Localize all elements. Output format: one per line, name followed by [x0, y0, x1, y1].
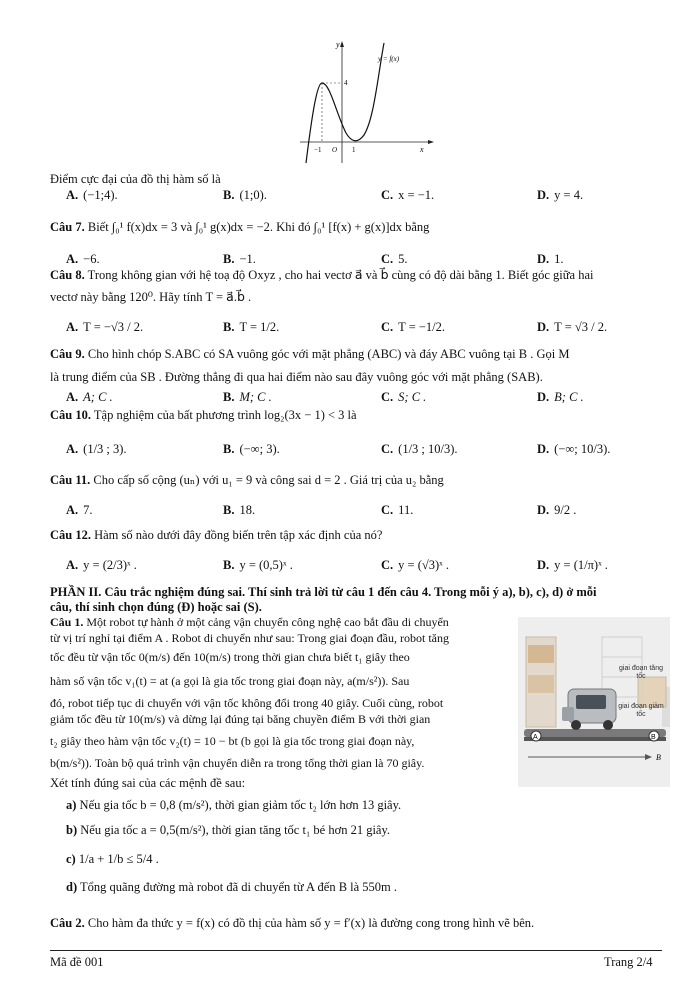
q12-option-a: A. y = (2/3)ˣ . [66, 558, 137, 572]
tick-x-1: 1 [352, 146, 356, 154]
q9-line2: là trung điểm của SB . Đường thẳng đi qua hai điểm nào sau đây vuông góc với mặt phẳng (SAB). [50, 370, 543, 384]
part2-header-line2: câu, thí sinh chọn đúng (Đ) hoặc sai (S). [50, 600, 262, 614]
label-decel: giai đoạn giảm tốc [618, 703, 664, 718]
curve-label: y = f(x) [378, 55, 400, 63]
q9-option-d: D. B; C . [537, 390, 584, 404]
q10-option-c: C. (1/3 ; 10/3). [381, 442, 458, 456]
q8-option-a: A. T = −√3 / 2. [66, 320, 144, 334]
q6-stem: Điểm cực đại của đồ thị hàm số là [50, 172, 221, 186]
tick-x-neg1: −1 [314, 146, 322, 154]
part2-header-line1: PHẦN II. Câu trắc nghiệm đúng sai. Thí sinh trả lời từ câu 1 đến câu 4. Trong mỗi ý a), b), c), d) ở mỗi [50, 585, 597, 599]
q12-option-d: D. y = (1/π)ˣ . [537, 558, 608, 572]
point-b-label: B [651, 734, 656, 741]
q8-line2: vectơ này bằng 120⁰. Hãy tính T = a⃗.b⃗ . [50, 290, 252, 304]
q8-option-c: C. T = −1/2. [381, 320, 446, 334]
q9-option-a: A. A; C . [66, 390, 113, 404]
p2q1-line4: hàm số vận tốc v₁(t) = at (a gọi là gia tốc trong giai đoạn này, a(m/s²)). Sau [50, 674, 410, 688]
q7-stem: Câu 7. Biết ∫₀¹ f(x)dx = 3 và ∫₀¹ g(x)dx = −2. Khi đó ∫₀¹ [f(x) + g(x)]dx bằng [50, 220, 430, 234]
y-axis-label: y [336, 40, 340, 49]
q11-option-a: A. 7. [66, 503, 93, 517]
p2q1-item-b: b) Nếu gia tốc a = 0,5(m/s²), thời gian tăng tốc t₁ bé hơn 21 giây. [66, 823, 391, 837]
footer-code: Mã đề 001 [50, 955, 104, 969]
q7-option-d: D. 1. [537, 252, 564, 266]
q8-line1: Câu 8. Trong không gian với hệ toạ độ Oxyz , cho hai vectơ a⃗ và b⃗ cùng có độ dài bằng 1. Biết góc giữa hai [50, 268, 594, 282]
q7-option-b: B. −1. [223, 252, 256, 266]
q10-option-a: A. (1/3 ; 3). [66, 442, 127, 456]
point-a-label: A [533, 734, 538, 741]
q8-option-d: D. T = √3 / 2. [537, 320, 608, 334]
p2q1-line2: từ vị trí nghỉ tại điểm A . Robot di chuyển như sau: Trong giai đoạn đầu, robot tăng [50, 631, 449, 645]
footer-rule [50, 950, 662, 951]
x-axis-label: x [420, 145, 424, 154]
function-graph [270, 35, 440, 167]
p2q1-line6: giảm tốc đều từ 10(m/s) và dừng lại đúng tại băng chuyền điểm B với thời gian [50, 712, 431, 726]
q11-option-c: C. 11. [381, 503, 414, 517]
q12-option-b: B. y = (0,5)ˣ . [223, 558, 293, 572]
q12-stem: Câu 12. Hàm số nào dưới đây đồng biến trên tập xác định của nó? [50, 528, 383, 542]
graph-svg [270, 35, 440, 167]
p2q1-intro: Xét tính đúng sai của các mệnh đề sau: [50, 776, 246, 790]
p2q1-line3: tốc đều từ vận tốc 0(m/s) đến 10(m/s) trong thời gian chưa biết t₁ giây theo [50, 650, 410, 664]
robot-svg [518, 617, 670, 787]
footer-page: Trang 2/4 [604, 955, 653, 969]
tick-origin: O [332, 146, 338, 154]
arrow-b-label: B [656, 753, 661, 762]
q6-option-d: D. y = 4. [537, 188, 584, 202]
tick-y-4: 4 [344, 79, 348, 87]
p2q2-stem: Câu 2. Cho hàm đa thức y = f(x) có đồ thị của hàm số y = f′(x) là đường cong trong hình vẽ bên. [50, 916, 535, 930]
q11-option-d: D. 9/2 . [537, 503, 577, 517]
q10-stem: Câu 10. Tập nghiệm của bất phương trình log₂(3x − 1) < 3 là [50, 408, 357, 422]
p2q1-item-c: c) 1/a + 1/b ≤ 5/4 . [66, 852, 159, 866]
p2q1-line1: Câu 1. Một robot tự hành ở một cảng vận chuyển công nghệ cao bắt đầu di chuyển [50, 615, 449, 629]
q7-option-c: C. 5. [381, 252, 408, 266]
q6-option-a: A. (−1;4). [66, 188, 118, 202]
q6-option-c: C. x = −1. [381, 188, 435, 202]
q9-line1: Câu 9. Cho hình chóp S.ABC có SA vuông góc với mặt phẳng (ABC) và đáy ABC vuông tại B . Gọi M [50, 347, 570, 361]
p2q1-line8: b(m/s²)). Toàn bộ quá trình vận chuyển diễn ra trong tổng thời gian là 70 giây. [50, 756, 425, 770]
p2q1-item-d: d) Tổng quãng đường mà robot đã di chuyển từ A đến B là 550m . [66, 880, 398, 894]
label-accel: giai đoạn tăng tốc [619, 665, 663, 680]
q6-option-b: B. (1;0). [223, 188, 267, 202]
q11-option-b: B. 18. [223, 503, 256, 517]
q7-option-a: A. −6. [66, 252, 100, 266]
q12-option-c: C. y = (√3)ˣ . [381, 558, 450, 572]
p2q1-item-a: a) Nếu gia tốc b = 0,8 (m/s²), thời gian giảm tốc t₂ lớn hơn 13 giây. [66, 798, 402, 812]
q9-option-c: C. S; C . [381, 390, 427, 404]
p2q1-line5: đó, robot tiếp tục di chuyển với vận tốc không đổi trong 40 giây. Cuối cùng, robot [50, 696, 444, 710]
p2q1-line7: t₂ giây theo hàm vận tốc v₂(t) = 10 − bt (b gọi là gia tốc trong giai đoạn này, [50, 734, 415, 748]
q9-option-b: B. M; C . [223, 390, 272, 404]
q8-option-b: B. T = 1/2. [223, 320, 280, 334]
robot-illustration [518, 617, 670, 787]
q10-option-b: B. (−∞; 3). [223, 442, 280, 456]
q11-stem: Câu 11. Cho cấp số cộng (uₙ) với u₁ = 9 và công sai d = 2 . Giá trị của u₂ bằng [50, 473, 444, 487]
q10-option-d: D. (−∞; 10/3). [537, 442, 611, 456]
